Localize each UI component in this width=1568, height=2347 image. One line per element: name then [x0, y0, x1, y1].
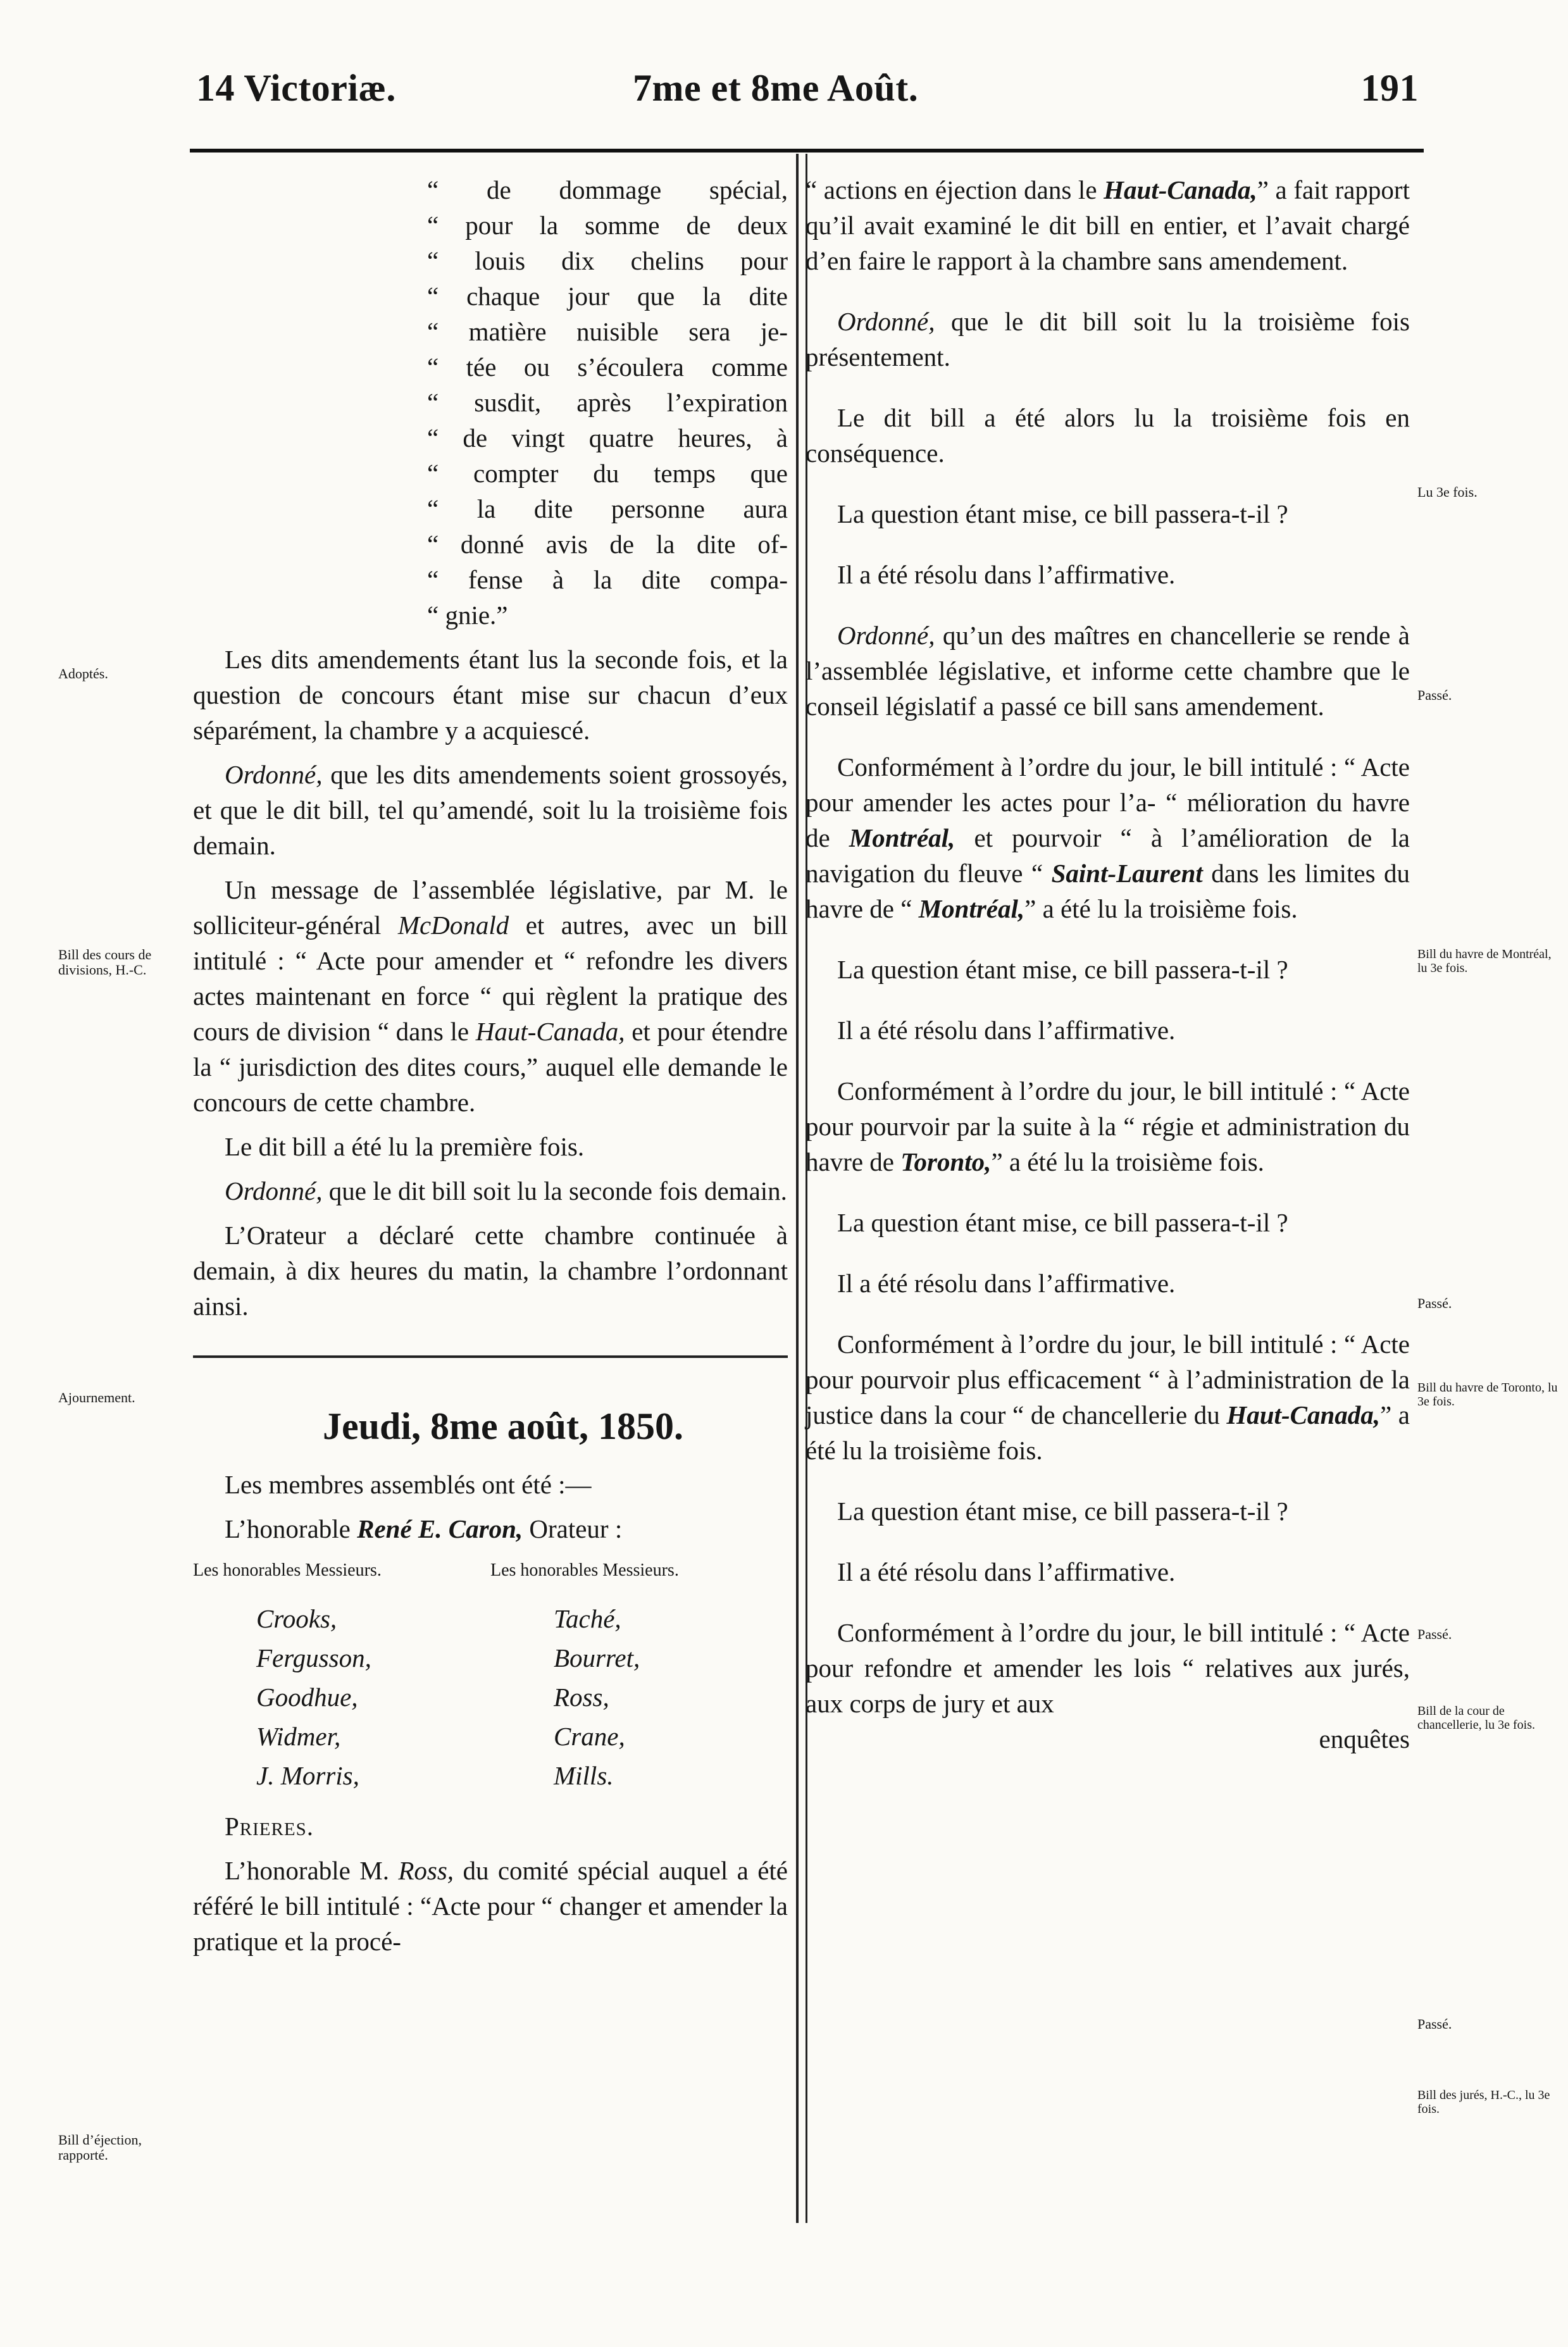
ordered-label: Ordonné,: [225, 1176, 323, 1205]
text-fragment: et pourvoir “ à l’amélioration de la navigation du fleuve “: [806, 823, 1410, 888]
quote-line: “ donné avis de la dite of-: [427, 530, 788, 559]
quote-line: “ la dite personne aura: [427, 494, 788, 523]
quote-line: “ de vingt quatre heures, à: [427, 423, 788, 452]
member-name: Fergusson,: [256, 1643, 371, 1672]
paragraph-amendments-adopted: Les dits amendements étant lus la seconde fois, et la question de concours étant mise sur chacun d’eux séparément, la chambre y a acquiescé.: [193, 645, 788, 745]
text-fragment: Orateur :: [523, 1514, 623, 1543]
quote-line: “ compter du temps que: [427, 459, 788, 488]
margin-note-adoptes: Adoptés.: [58, 666, 108, 682]
place-name: Montréal,: [918, 894, 1025, 923]
paragraph-question: La question étant mise, ce bill passera-t-il ?: [837, 1208, 1288, 1237]
margin-note-bill-jures: Bill des jurés, H.-C., lu 3e fois.: [1417, 2088, 1550, 2116]
margin-note-passe: Passé.: [1417, 1295, 1452, 1311]
text-fragment: et autres, avec un bill intitulé : “ Acte pour amender et “ refondre les divers actes maintenant en force “ qui règlent la pratique des cours de division “ dans le: [193, 911, 788, 1046]
paragraph-resolved: Il a été résolu dans l’affirmative.: [837, 1557, 1176, 1586]
paragraph-adjournment: L’Orateur a déclaré cette chambre continuée à demain, à dix heures du matin, la chambre l’ordonnant ainsi.: [193, 1221, 788, 1321]
place-name: Haut-Canada,: [475, 1017, 625, 1046]
paragraph-chancery-bill: [806, 1326, 1410, 1468]
quote-line: “ susdit, après l’expiration: [427, 388, 788, 417]
paragraph-question: La question étant mise, ce bill passera-t-il ?: [837, 1497, 1288, 1526]
margin-note-bill-havre-montreal: Bill du havre de Montréal, lu 3e fois.: [1417, 947, 1552, 975]
text-fragment: du comité spécial auquel a été référé le bill intitulé : “Acte pour “ changer et amender la pratique et la procé-: [193, 1856, 788, 1956]
members-intro: Les membres assemblés ont été :—: [225, 1470, 592, 1499]
member-name: J. Morris,: [256, 1761, 359, 1790]
margin-note-bill-cours-divisions: Bill des cours de divisions, H.-C.: [58, 947, 152, 978]
text-fragment: ” a fait rapport qu’il avait examiné le dit bill en entier, et l’avait chargé d’en faire le rapport à la chambre sans amendement.: [806, 175, 1410, 275]
honourables-header-right: Les honorables Messieurs.: [490, 1560, 679, 1580]
member-name: Bourret,: [554, 1643, 640, 1672]
place-name: Saint-Laurent: [1051, 859, 1203, 888]
text-fragment: L’honorable: [225, 1514, 358, 1543]
paragraph-ordered-third: [806, 304, 1410, 375]
quote-line: “ chaque jour que la dite: [427, 282, 788, 311]
person-name: Ross,: [398, 1856, 454, 1885]
margin-note-passe: Passé.: [1417, 687, 1452, 703]
place-name: Haut-Canada,: [1226, 1400, 1380, 1429]
text-fragment: Conformément à l’ordre du jour, le bill intitulé : “ Acte pour amender les actes pour l’a- “ mélioration du havre de: [806, 752, 1410, 852]
ordered-label: Ordonné,: [837, 621, 935, 650]
quote-line: “ tée ou s’écoulera comme: [427, 352, 788, 382]
running-head-left: 14 Victoriæ.: [196, 67, 396, 109]
paragraph-ordered-engrossed: [193, 757, 788, 863]
member-name: Ross,: [554, 1683, 609, 1712]
section-rule: [193, 1355, 788, 1358]
margin-note-bill-havre-toronto: Bill du havre de Toronto, lu 3e fois.: [1417, 1381, 1558, 1409]
member-name: Crane,: [554, 1722, 625, 1751]
members-list: [193, 1601, 788, 1793]
member-name: Crooks,: [256, 1604, 337, 1633]
quote-line: “ louis dix chelins pour: [427, 246, 788, 275]
margin-note-passe: Passé.: [1417, 1626, 1452, 1642]
paragraph-resolved: Il a été résolu dans l’affirmative.: [837, 560, 1176, 589]
member-name: Widmer,: [256, 1722, 341, 1751]
paragraph-resolved: Il a été résolu dans l’affirmative.: [837, 1016, 1176, 1045]
text-fragment: Conformément à l’ordre du jour, le bill intitulé : “ Acte pour pourvoir plus efficacement “ à l’administration de la justice dans la cour “ de chancellerie du: [806, 1329, 1410, 1429]
header-rule: [190, 149, 1424, 153]
text-fragment: “ actions en éjection dans le: [806, 175, 1104, 204]
text-fragment: et pour étendre la “ jurisdiction des dites cours,” auquel elle demande le concours de cette chambre.: [193, 1017, 788, 1117]
ordered-text: que les dits amendements soient grossoyés, et que le dit bill, tel qu’amendé, soit lu la troisième fois demain.: [193, 760, 788, 860]
running-head-center: 7me et 8me Août.: [633, 67, 919, 109]
paragraph-second-reading-order: [193, 1173, 788, 1209]
text-fragment: ” a été lu la troisième fois.: [806, 1400, 1410, 1465]
text-fragment: Un message de l’assemblée législative, par M. le solliciteur-général: [193, 875, 788, 940]
quoted-amendment: [427, 172, 788, 633]
paragraph-ordered-master: [806, 618, 1410, 724]
paragraph-first-reading: Le dit bill a été lu la première fois.: [225, 1132, 585, 1161]
margin-note-bill-ejection: Bill d’éjection, rapporté.: [58, 2132, 142, 2163]
catchword: enquêtes: [1319, 1724, 1410, 1753]
prayers-heading: Prieres.: [225, 1812, 314, 1841]
margin-note-lu-3e-fois: Lu 3e fois.: [1417, 484, 1478, 500]
page-number: 191: [1360, 67, 1419, 109]
paragraph-question: La question étant mise, ce bill passera-t-il ?: [837, 499, 1288, 528]
quote-line: “ fense à la dite compa-: [427, 565, 788, 594]
speaker-line: [193, 1511, 788, 1547]
text-fragment: L’honorable M.: [225, 1856, 399, 1885]
paragraph-third-reading: Le dit bill a été alors lu la troisième fois en conséquence.: [806, 403, 1410, 468]
quote-line: “ pour la somme de deux: [427, 211, 788, 240]
left-column: [193, 172, 788, 1959]
member-name: Mills.: [554, 1761, 614, 1790]
place-name: Toronto,: [900, 1147, 992, 1176]
margin-note-passe: Passé.: [1417, 2016, 1452, 2032]
margin-note-ajournement: Ajournement.: [58, 1390, 135, 1405]
quote-line: “ gnie.”: [427, 601, 508, 630]
text-fragment: ” a été lu la troisième fois.: [1024, 894, 1298, 923]
ordered-text: que le dit bill soit lu la troisième fois présentement.: [806, 307, 1410, 371]
paragraph-resolved: Il a été résolu dans l’affirmative.: [837, 1269, 1176, 1298]
ordered-text: que le dit bill soit lu la seconde fois demain.: [322, 1176, 787, 1205]
paragraph-toronto-bill: [806, 1073, 1410, 1180]
place-name: Haut-Canada,: [1104, 175, 1257, 204]
right-column: [806, 172, 1410, 1757]
place-name: Montréal,: [849, 823, 955, 852]
quote-line: “ matière nuisible sera je-: [427, 317, 788, 346]
section-title: Jeudi, 8me août, 1850.: [323, 1405, 683, 1447]
paragraph-montreal-bill: [806, 749, 1410, 926]
margin-note-bill-chancellerie: Bill de la cour de chancellerie, lu 3e fois.: [1417, 1704, 1536, 1732]
text-fragment: ” a été lu la troisième fois.: [991, 1147, 1264, 1176]
member-name: Goodhue,: [256, 1683, 358, 1712]
text-fragment: Conformément à l’ordre du jour, le bill intitulé : “ Acte pour pourvoir par la suite à la “ régie et administration du havre de: [806, 1076, 1410, 1176]
quote-line: “ de dommage spécial,: [427, 175, 788, 204]
paragraph-ross-report: [193, 1853, 788, 1959]
ordered-label: Ordonné,: [837, 307, 935, 336]
text-fragment: dans les limites du havre de “: [806, 859, 1410, 923]
paragraph-message-assembly: [193, 872, 788, 1120]
paragraph-jury-bill: Conformément à l’ordre du jour, le bill intitulé : “ Acte pour refondre et amender les lois “ relatives aux jurés, aux corps de jury et aux: [806, 1618, 1410, 1718]
person-name: McDonald: [397, 911, 509, 940]
paragraph-question: La question étant mise, ce bill passera-t-il ?: [837, 955, 1288, 984]
speaker-name: René E. Caron,: [357, 1514, 523, 1543]
honourables-header-left: Les honorables Messieurs.: [193, 1560, 382, 1580]
member-name: Taché,: [554, 1604, 621, 1633]
ordered-label: Ordonné,: [225, 760, 323, 789]
paragraph-ejection-report: [806, 172, 1410, 278]
ordered-text: qu’un des maîtres en chancellerie se rende à l’assemblée législative, et informe cette chambre que le conseil législatif a passé ce bill sans amendement.: [806, 621, 1410, 721]
honourables-header: [193, 1553, 788, 1588]
